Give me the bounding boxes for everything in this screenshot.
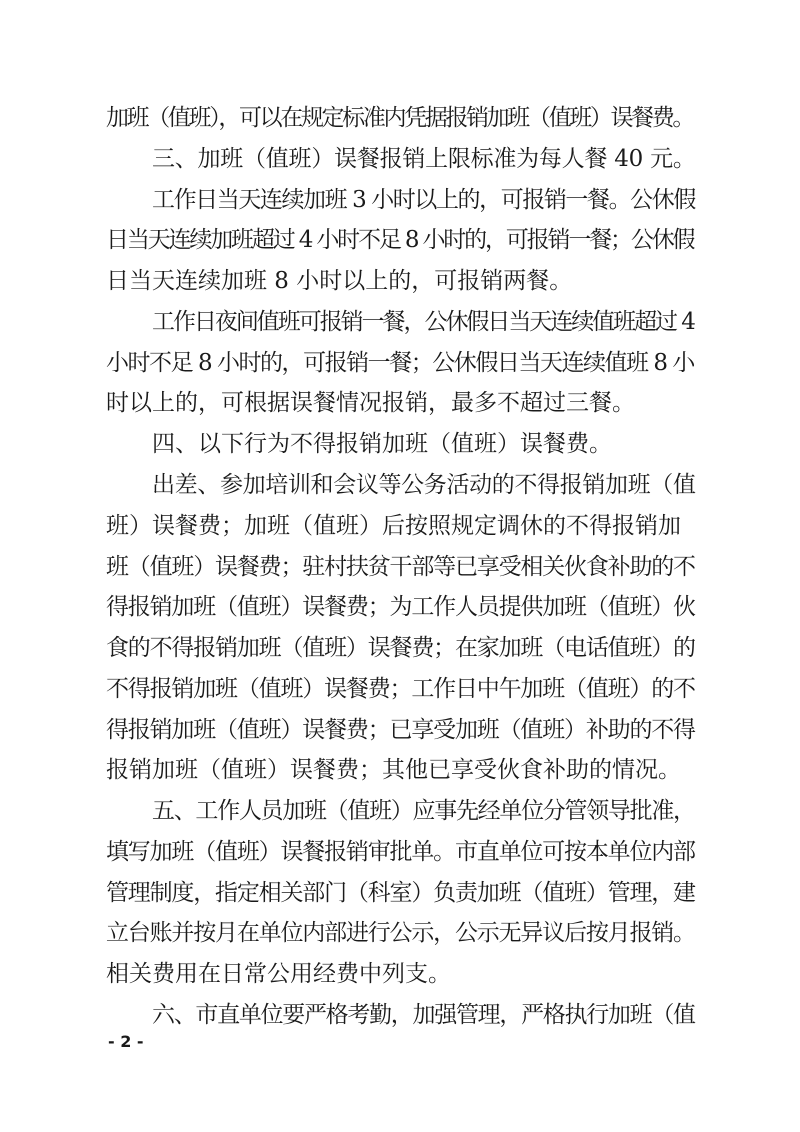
paragraph-line: 相关费用在日常公用经费中列支。	[106, 961, 451, 987]
paragraph-line: 不得报销加班（值班）误餐费；工作日中午加班（值班）的不	[106, 676, 695, 702]
paragraph-line: 得报销加班（值班）误餐费；已享受加班（值班）补助的不得	[106, 717, 695, 743]
paragraph-line: 出差、参加培训和会议等公务活动的不得报销加班（值	[152, 472, 696, 498]
paragraph-line: 立台账并按月在单位内部进行公示，公示无异议后按月报销。	[106, 920, 695, 946]
paragraph-line: 填写加班（值班）误餐报销审批单。市直单位可按本单位内部	[106, 839, 695, 865]
section-heading-5: 五、工作人员加班（值班）应事先经单位分管领导批准，	[152, 798, 695, 824]
paragraph-line: 工作日夜间值班可报销一餐，公休假日当天连续值班超过 4	[152, 309, 694, 335]
paragraph-line: 得报销加班（值班）误餐费；为工作人员提供加班（值班）伙	[106, 594, 695, 620]
paragraph-line: 加班（值班），可以在规定标准内凭据报销加班（值班）误餐费。	[106, 105, 694, 131]
paragraph-line: 日当天连续加班 8 小时以上的，可报销两餐。	[106, 268, 573, 294]
paragraph-line: 报销加班（值班）误餐费；其他已享受伙食补助的情况。	[106, 757, 681, 783]
paragraph-line: 班（值班）误餐费；驻村扶贫干部等已享受相关伙食补助的不	[106, 554, 695, 580]
paragraph-line: 管理制度，指定相关部门（科室）负责加班（值班）管理，建	[106, 880, 695, 906]
paragraph-line: 时以上的，可根据误餐情况报销，最多不超过三餐。	[106, 390, 635, 416]
section-heading-6: 六、市直单位要严格考勤，加强管理，严格执行加班（值	[152, 1002, 695, 1028]
section-heading-4: 四、以下行为不得报销加班（值班）误餐费。	[152, 431, 612, 457]
paragraph-line: 食的不得报销加班（值班）误餐费；在家加班（电话值班）的	[106, 635, 695, 661]
paragraph-line: 日当天连续加班超过 4 小时不足 8 小时的，可报销一餐；公休假	[106, 227, 694, 253]
page-number: - 2 -	[108, 1032, 144, 1051]
paragraph-line: 班）误餐费；加班（值班）后按照规定调休的不得报销加	[106, 513, 681, 539]
paragraph-line: 工作日当天连续加班 3 小时以上的，可报销一餐。公休假	[152, 187, 695, 213]
paragraph-line: 小时不足 8 小时的，可报销一餐；公休假日当天连续值班 8 小	[106, 350, 694, 376]
section-heading-3: 三、加班（值班）误餐报销上限标准为每人餐 40 元。	[152, 146, 696, 172]
